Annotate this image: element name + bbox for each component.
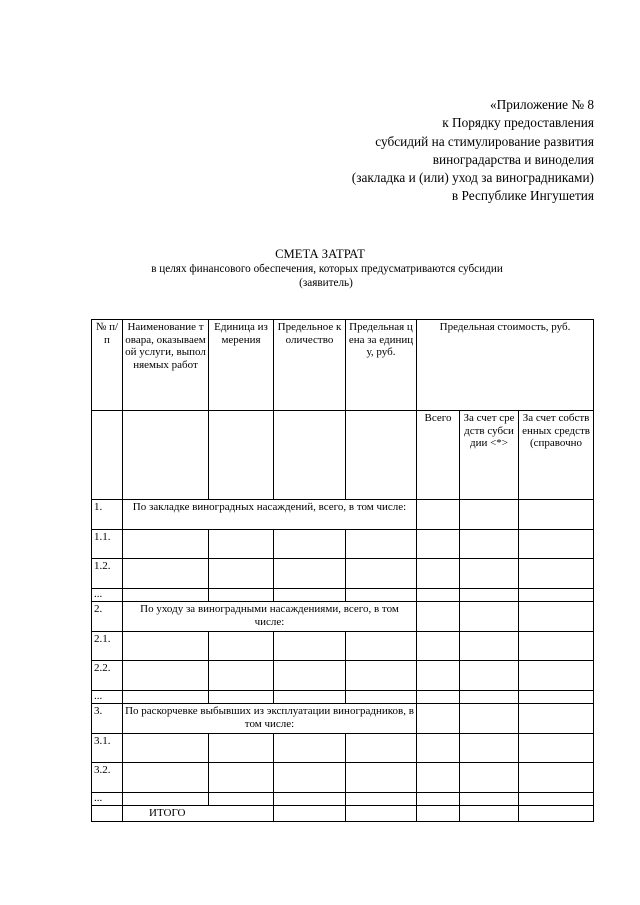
header-subsidy: За счет средств субсидии <*> <box>460 411 519 500</box>
cell <box>460 589 519 602</box>
section-num: 2. <box>92 602 123 632</box>
cell <box>209 530 274 559</box>
cell <box>519 763 594 793</box>
cell <box>346 411 417 500</box>
header-own: За счет собственных средств (справочно <box>519 411 594 500</box>
cell <box>460 559 519 589</box>
cell <box>519 632 594 661</box>
cell <box>460 661 519 691</box>
cell <box>123 559 209 589</box>
table-row <box>92 691 594 704</box>
cell <box>417 589 460 602</box>
cell <box>417 691 460 704</box>
appendix-line: к Порядку предоставления <box>442 115 594 131</box>
cell <box>417 704 460 734</box>
estimate-subtitle: в целях финансового обеспечения, которых предусматриваются субсидии <box>151 263 503 275</box>
cell <box>460 632 519 661</box>
cell <box>417 500 460 530</box>
cell <box>460 806 519 822</box>
cell <box>123 589 209 602</box>
cell <box>209 559 274 589</box>
cell <box>519 691 594 704</box>
cell <box>346 589 417 602</box>
subheader-row <box>92 411 594 500</box>
cell <box>209 734 274 763</box>
cell <box>460 500 519 530</box>
estimate-table <box>91 319 594 822</box>
cell <box>209 691 274 704</box>
cell <box>123 763 209 793</box>
row-num: 1.1. <box>92 530 123 559</box>
row-num: ... <box>92 793 123 806</box>
cell <box>274 806 346 822</box>
cell <box>209 661 274 691</box>
cell <box>346 734 417 763</box>
cell <box>346 661 417 691</box>
cell <box>417 793 460 806</box>
table-row <box>92 559 594 589</box>
cell <box>209 411 274 500</box>
cell <box>274 559 346 589</box>
row-num: 3.2. <box>92 763 123 793</box>
table-row <box>92 530 594 559</box>
cell <box>346 806 417 822</box>
cell <box>123 632 209 661</box>
appendix-line: в Республике Ингушетия <box>451 188 594 204</box>
cell <box>519 530 594 559</box>
cell <box>346 632 417 661</box>
section-title: По закладке виноградных насаждений, всего, в том числе: <box>123 500 417 530</box>
cell <box>274 530 346 559</box>
header-row <box>92 320 594 411</box>
cell <box>346 530 417 559</box>
cell <box>209 763 274 793</box>
section-title: По раскорчевке выбывших из эксплуатации виноградников, в том числе: <box>123 704 417 734</box>
table-row <box>92 632 594 661</box>
header-num: № п/п <box>92 320 123 411</box>
cell <box>417 806 460 822</box>
cell <box>123 411 209 500</box>
cell <box>92 411 123 500</box>
cell <box>460 763 519 793</box>
appendix-line: субсидий на стимулирование развития <box>375 133 594 149</box>
cell <box>274 793 346 806</box>
cell <box>274 411 346 500</box>
row-num: 1.2. <box>92 559 123 589</box>
cell <box>519 806 594 822</box>
cell <box>274 589 346 602</box>
total-row <box>92 806 594 822</box>
cell <box>519 734 594 763</box>
cell <box>417 763 460 793</box>
section-num: 1. <box>92 500 123 530</box>
cell <box>274 661 346 691</box>
cell <box>519 500 594 530</box>
cell <box>519 704 594 734</box>
row-num: 2.2. <box>92 661 123 691</box>
header-price: Предельная цена за единицу, руб. <box>346 320 417 411</box>
cell <box>460 691 519 704</box>
cell <box>460 530 519 559</box>
row-num: 3.1. <box>92 734 123 763</box>
cell <box>346 559 417 589</box>
row-num: 2.1. <box>92 632 123 661</box>
cell <box>346 691 417 704</box>
cell <box>274 763 346 793</box>
cell <box>123 691 209 704</box>
total-label: ИТОГО <box>123 806 274 822</box>
section-title: По уходу за виноградными насаждениями, всего, в том числе: <box>123 602 417 632</box>
cell <box>417 559 460 589</box>
table-row <box>92 763 594 793</box>
table-row <box>92 589 594 602</box>
row-num: ... <box>92 691 123 704</box>
cell <box>209 793 274 806</box>
cell <box>417 602 460 632</box>
cell <box>519 602 594 632</box>
cell <box>519 793 594 806</box>
cell <box>209 632 274 661</box>
appendix-line: виноградарства и виноделия <box>432 151 594 167</box>
header-cost: Предельная стоимость, руб. <box>417 320 594 411</box>
cell <box>123 734 209 763</box>
appendix-reference <box>352 96 594 206</box>
cell <box>460 793 519 806</box>
cell <box>274 632 346 661</box>
cell <box>209 589 274 602</box>
estimate-title: СМЕТА ЗАТРАТ <box>275 247 365 261</box>
applicant-label: (заявитель) <box>299 277 353 289</box>
cell <box>123 793 209 806</box>
cell <box>460 704 519 734</box>
cell <box>123 661 209 691</box>
cell <box>417 632 460 661</box>
cell <box>460 734 519 763</box>
section-row <box>92 704 594 734</box>
cell <box>346 763 417 793</box>
cell <box>519 559 594 589</box>
estimate-table-body <box>92 320 594 822</box>
appendix-line: «Приложение № 8 <box>490 97 594 112</box>
cell <box>274 691 346 704</box>
section-row <box>92 500 594 530</box>
cell <box>92 806 123 822</box>
cell <box>417 530 460 559</box>
table-row <box>92 734 594 763</box>
cell <box>519 661 594 691</box>
cell <box>417 661 460 691</box>
table-row <box>92 661 594 691</box>
cell <box>460 602 519 632</box>
header-unit: Единица измерения <box>209 320 274 411</box>
cell <box>417 734 460 763</box>
section-num: 3. <box>92 704 123 734</box>
row-num: ... <box>92 589 123 602</box>
section-row <box>92 602 594 632</box>
cell <box>346 793 417 806</box>
header-qty: Предельное количество <box>274 320 346 411</box>
appendix-line: (закладка и (или) уход за виноградниками) <box>351 170 594 186</box>
cell <box>123 530 209 559</box>
table-row <box>92 793 594 806</box>
header-name: Наименование товара, оказываемой услуги, выполняемых работ <box>123 320 209 411</box>
cell <box>519 589 594 602</box>
cell <box>274 734 346 763</box>
header-total: Всего <box>417 411 460 500</box>
